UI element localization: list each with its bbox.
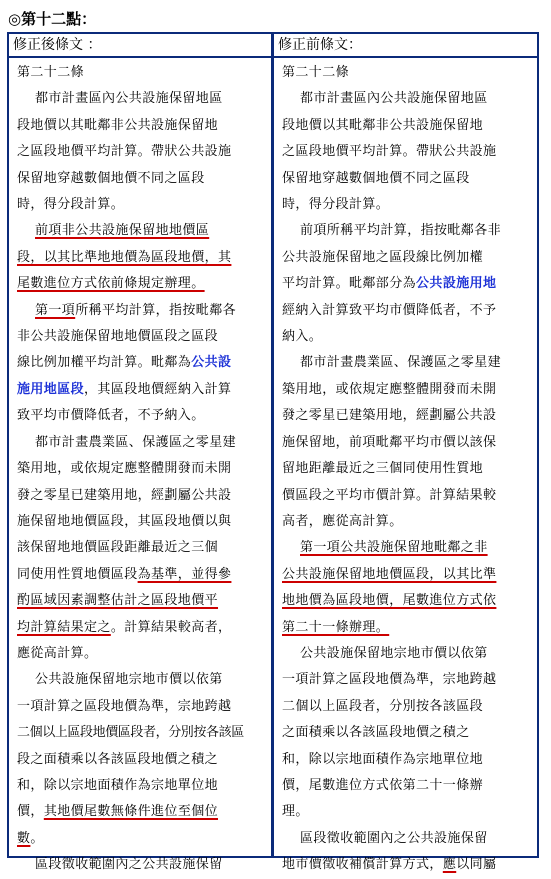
original-text-underlined: 地地價為區段地價，尾數進位方式依 xyxy=(282,593,497,609)
text-line: 公共設施保留地宗地市價以依第 xyxy=(35,672,223,688)
text-line: 公共設施保留地宗地市價以依第 xyxy=(300,645,488,661)
amended-text-underlined: 其地價尾數無條件進位至個位 xyxy=(43,804,219,820)
text-segment: 地市價徵收補償計算方式， xyxy=(282,857,443,873)
text-line: 保留地穿越數個地價不同之區段 xyxy=(17,170,205,186)
text-line: 發之零星已建築用地，經劃屬公共設 xyxy=(17,487,232,503)
text-line: 之區段地價平均計算。帶狀公共設施 xyxy=(17,144,232,160)
highlighted-term: 公共設 xyxy=(191,355,232,371)
text-line: 一項計算之區段地價為準，宗地跨越 xyxy=(282,672,497,688)
section-heading: ◎第十二點： xyxy=(8,10,97,28)
text-line: 施保留地地價區段，其區段地價以與 xyxy=(17,513,232,529)
text-line: 築用地，或依規定應整體開發而未開 xyxy=(282,381,497,397)
text-line: 區段徵收範圍內之公共設施保留 xyxy=(300,830,488,846)
text-line: 都市計畫農業區、保護區之零星建 xyxy=(300,355,502,371)
text-line: 段之面積乘以各該區段地價之積之 xyxy=(17,751,219,767)
amended-text-underlined: 酌區域因素調整估計之區段地價平 xyxy=(17,593,219,609)
text-line: 一項計算之區段地價為準，宗地跨越 xyxy=(17,698,232,714)
text-line: 之面積乘以各該區段地價之積之 xyxy=(282,725,470,741)
text-segment: 。計算結果較高者， xyxy=(110,619,232,635)
text-line: 保留地穿越數個地價不同之區段 xyxy=(282,170,470,186)
original-text-column xyxy=(274,60,537,873)
text-line: 該保留地地價區段距離最近之三個 xyxy=(17,540,219,556)
text-line: 前項所稱平均計算，指按毗鄰各非 xyxy=(300,223,502,239)
text-line: 發之零星已建築用地，經劃屬公共設 xyxy=(282,408,497,424)
text-segment: 平均計算。毗鄰部分為 xyxy=(282,276,417,292)
text-line: 二個以上區段者，分別按各該區段 xyxy=(282,698,484,714)
text-line: 理。 xyxy=(282,804,309,820)
amended-text-underlined: 尾數進位方式依前條規定辦理。 xyxy=(17,276,205,292)
text-line: 都市計畫農業區、保護區之零星建 xyxy=(35,434,237,450)
text-line: 經納入計算致平均市價降低者，不予 xyxy=(282,302,497,318)
article-title: 第二十二條 xyxy=(17,65,85,80)
text-segment: 價， xyxy=(17,804,44,820)
amended-text-underlined: 段，以其比準地地價為區段地價，其 xyxy=(17,249,232,265)
amended-text-column xyxy=(9,60,271,873)
amended-text-underlined: 第一項 xyxy=(35,302,76,318)
amended-text-underlined: 為基準，並得參 xyxy=(137,566,232,582)
text-line: 時，得分段計算。 xyxy=(282,197,390,213)
text-line: 價區段之平均市價計算。計算結果較 xyxy=(282,487,497,503)
text-line: 段地價以其毗鄰非公共設施保留地 xyxy=(17,117,219,133)
amended-text-underlined: 數 xyxy=(17,830,31,846)
text-line: 致平均市價降低者，不予納入。 xyxy=(17,408,205,424)
text-line: 非公共設施保留地地價區段之區段 xyxy=(17,329,219,345)
highlighted-term: 公共設施用地 xyxy=(416,276,497,292)
text-segment: 所稱平均計算，指按毗鄰各 xyxy=(75,302,237,318)
text-line: 應從高計算。 xyxy=(17,645,98,661)
text-segment: 同使用性質地價區段 xyxy=(17,566,138,582)
article-title: 第二十二條 xyxy=(282,65,350,80)
text-line: 區段徵收範圍內之公共設施保留 xyxy=(35,857,223,873)
text-segment: 。 xyxy=(30,830,44,846)
text-line: 公共設施保留地之區段線比例加權 xyxy=(282,249,484,265)
text-segment: 線比例加權平均計算。毗鄰為 xyxy=(17,355,192,371)
text-line: 納入。 xyxy=(282,329,323,345)
amended-text-underlined: 均計算結果定之 xyxy=(17,619,111,635)
text-line: 築用地，或依規定應整體開發而未開 xyxy=(17,461,232,477)
text-line: 高者，應從高計算。 xyxy=(282,513,403,529)
header-original: 修正前條文： xyxy=(274,34,537,58)
highlighted-term: 施用地區段 xyxy=(17,381,85,397)
text-line xyxy=(17,60,271,86)
text-line: 二個以上區段地價區段者，分別按各該區 xyxy=(17,725,244,741)
text-segment: ，其區段地價經納入計算 xyxy=(84,381,232,397)
text-line: 都市計畫區內公共設施保留地區 xyxy=(35,91,223,107)
original-text-underlined: 第一項公共設施保留地毗鄰之非 xyxy=(300,540,488,556)
header-amended: 修正後條文 ： xyxy=(9,34,271,58)
text-line: 價，尾數進位方式依第二十一條辦 xyxy=(282,777,484,793)
original-text-underlined: 公共設施保留地地價區段，以其比準 xyxy=(282,566,497,582)
original-text-underlined: 應 xyxy=(442,857,457,873)
text-line: 都市計畫區內公共設施保留地區 xyxy=(300,91,488,107)
text-line: 和，除以宗地面積作為宗地單位地 xyxy=(282,751,484,767)
text-line: 之區段地價平均計算。帶狀公共設施 xyxy=(282,144,497,160)
text-segment: 以同屬 xyxy=(456,857,497,873)
comparison-table xyxy=(7,32,539,873)
text-line: 和，除以宗地面積作為宗地單位地 xyxy=(17,777,219,793)
text-line: 時，得分段計算。 xyxy=(17,197,125,213)
text-line: 留地距離最近之三個同使用性質地 xyxy=(282,461,484,477)
text-line: 施保留地，前項毗鄰平均市價以該保 xyxy=(282,434,497,450)
amended-text-underlined: 前項非公共設施保留地地價區 xyxy=(35,223,210,239)
text-line: 段地價以其毗鄰非公共設施保留地 xyxy=(282,117,484,133)
original-text-underlined: 第二十一條辦理。 xyxy=(282,619,390,635)
